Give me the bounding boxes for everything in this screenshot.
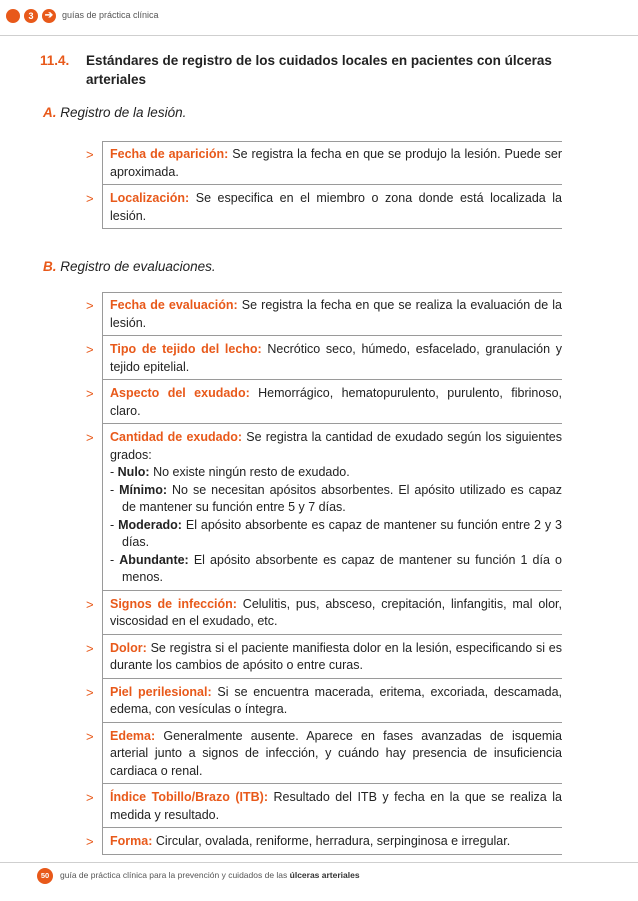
item-label: Signos de infección: [110, 596, 237, 611]
item-text: Si se encuentra macerada, eritema, excoriada, descamada, edema, con vesículas o íntegra. [110, 684, 562, 716]
item-label: Fecha de evaluación: [110, 298, 238, 312]
chevron-right-icon: > [86, 386, 94, 401]
item-text: Circular, ovalada, reniforme, herradura, serpinginosa e irregular. [152, 834, 511, 848]
list-item [84, 380, 562, 424]
list-item [84, 424, 562, 591]
item-label: Dolor: [110, 640, 147, 655]
header-title: guías de práctica clínica [62, 10, 159, 20]
section-number: 11.4. [40, 53, 70, 68]
grade-text: El apósito absorbente es capaz de mantener su función entre 2 y 3 días. [122, 517, 562, 549]
footer-text [60, 870, 360, 880]
list-item [84, 828, 562, 855]
item-label: Índice Tobillo/Brazo (ITB): [110, 790, 268, 804]
item-text: Celulitis, pus, absceso, crepitación, linfangitis, mal olor, viscosidad en el exudado, etc. [110, 596, 562, 628]
item-text: Generalmente ausente. Aparece en fases avanzadas de isquemia arterial junto a signos de infección, y cuándo hay presencia de insuficiencia cardiaca o renal. [110, 728, 562, 778]
item-text: Se registra la cantidad de exudado según los siguientes grados: [110, 430, 562, 462]
list-item [84, 591, 562, 635]
grade-text: El apósito absorbente es capaz de mantener su función 1 día o menos. [122, 552, 562, 584]
item-text: Hemorrágico, hematopurulento, purulento, fibrinoso, claro. [110, 386, 562, 418]
chevron-right-icon: > [86, 834, 94, 849]
chevron-right-icon: > [86, 790, 94, 805]
item-label: Cantidad de exudado: [110, 430, 243, 444]
part-a-list [84, 141, 562, 229]
chevron-right-icon: > [86, 596, 94, 612]
grade-text: No se necesitan apósitos absorbentes. El apósito utilizado es capaz de mantener su función entre 5 y 7 días. [122, 482, 562, 514]
exudate-grade-item: - Nulo: No existe ningún resto de exudado. [110, 465, 350, 479]
chevron-right-icon: > [86, 191, 94, 206]
grade-term: Mínimo: [119, 482, 168, 497]
item-text: Se registra si el paciente manifiesta dolor en la lesión, especificando si es durante los cambios de apósito o entre curas. [110, 640, 562, 672]
chevron-right-icon: > [86, 684, 94, 700]
part-a-letter: A. [43, 105, 57, 120]
footer-title-bold: úlceras arteriales [289, 870, 360, 880]
chevron-right-icon: > [86, 430, 94, 445]
header-divider [0, 35, 638, 36]
page-header [0, 0, 638, 36]
part-b-title: Registro de evaluaciones. [60, 259, 216, 274]
list-item [84, 141, 562, 185]
item-text: Se especifica en el miembro o zona donde está localizada la lesión. [110, 191, 562, 223]
item-text: Resultado del ITB y fecha en la que se realiza la medida y resultado. [110, 790, 562, 822]
exudate-grade-item: - Abundante: El apósito absorbente es capaz de mantener su función 1 día o menos. [110, 552, 562, 584]
item-text: Se registra la fecha en que se produjo la lesión. Puede ser aproximada. [110, 147, 562, 179]
grade-text: No existe ningún resto de exudado. [149, 465, 350, 479]
chevron-right-icon: > [86, 147, 94, 162]
exudate-grade-item: - Mínimo: No se necesitan apósitos absorbentes. El apósito utilizado es capaz de mantener su función entre 5 y 7 días. [110, 482, 562, 514]
item-text: Se registra la fecha en que se realiza la evaluación de la lesión. [110, 298, 562, 330]
chevron-right-icon: > [86, 298, 94, 313]
footer-title: guía de práctica clínica para la prevención y cuidados de las [60, 870, 290, 880]
part-a-title: Registro de la lesión. [60, 105, 187, 120]
item-label: Fecha de aparición: [110, 147, 229, 161]
chevron-right-icon: > [86, 728, 94, 744]
part-a-heading [43, 104, 186, 122]
list-item [84, 185, 562, 229]
footer-divider [0, 862, 638, 863]
exudate-grade-item: - Moderado: El apósito absorbente es capaz de mantener su función entre 2 y 3 días. [110, 517, 562, 549]
item-label: Forma: [110, 834, 153, 848]
grade-term: Abundante: [119, 552, 189, 567]
part-b-list [84, 292, 562, 855]
item-label: Piel perilesional: [110, 684, 212, 699]
list-item [84, 723, 562, 785]
list-item [84, 635, 562, 679]
list-item [84, 292, 562, 336]
item-label: Localización: [110, 191, 190, 205]
header-dot-icon [6, 9, 20, 23]
item-label: Tipo de tejido del lecho: [110, 342, 262, 356]
item-label: Edema: [110, 728, 156, 743]
chapter-number-badge: 3 [24, 9, 38, 23]
list-item [84, 336, 562, 380]
chevron-right-icon: > [86, 640, 94, 656]
grade-term: Nulo: [117, 465, 150, 479]
page-number-badge: 50 [37, 868, 53, 884]
item-text: Necrótico seco, húmedo, esfacelado, granulación y tejido epitelial. [110, 342, 562, 374]
list-item [84, 784, 562, 828]
grade-term: Moderado: [118, 517, 182, 532]
section-heading: Estándares de registro de los cuidados locales en pacientes con úlceras arteriales [86, 53, 552, 87]
arrow-right-icon[interactable]: ➔ [42, 9, 56, 23]
chevron-right-icon: > [86, 342, 94, 357]
part-b-heading [43, 258, 216, 276]
part-b-letter: B. [43, 259, 57, 274]
item-label: Aspecto del exudado: [110, 386, 250, 400]
list-item [84, 679, 562, 723]
